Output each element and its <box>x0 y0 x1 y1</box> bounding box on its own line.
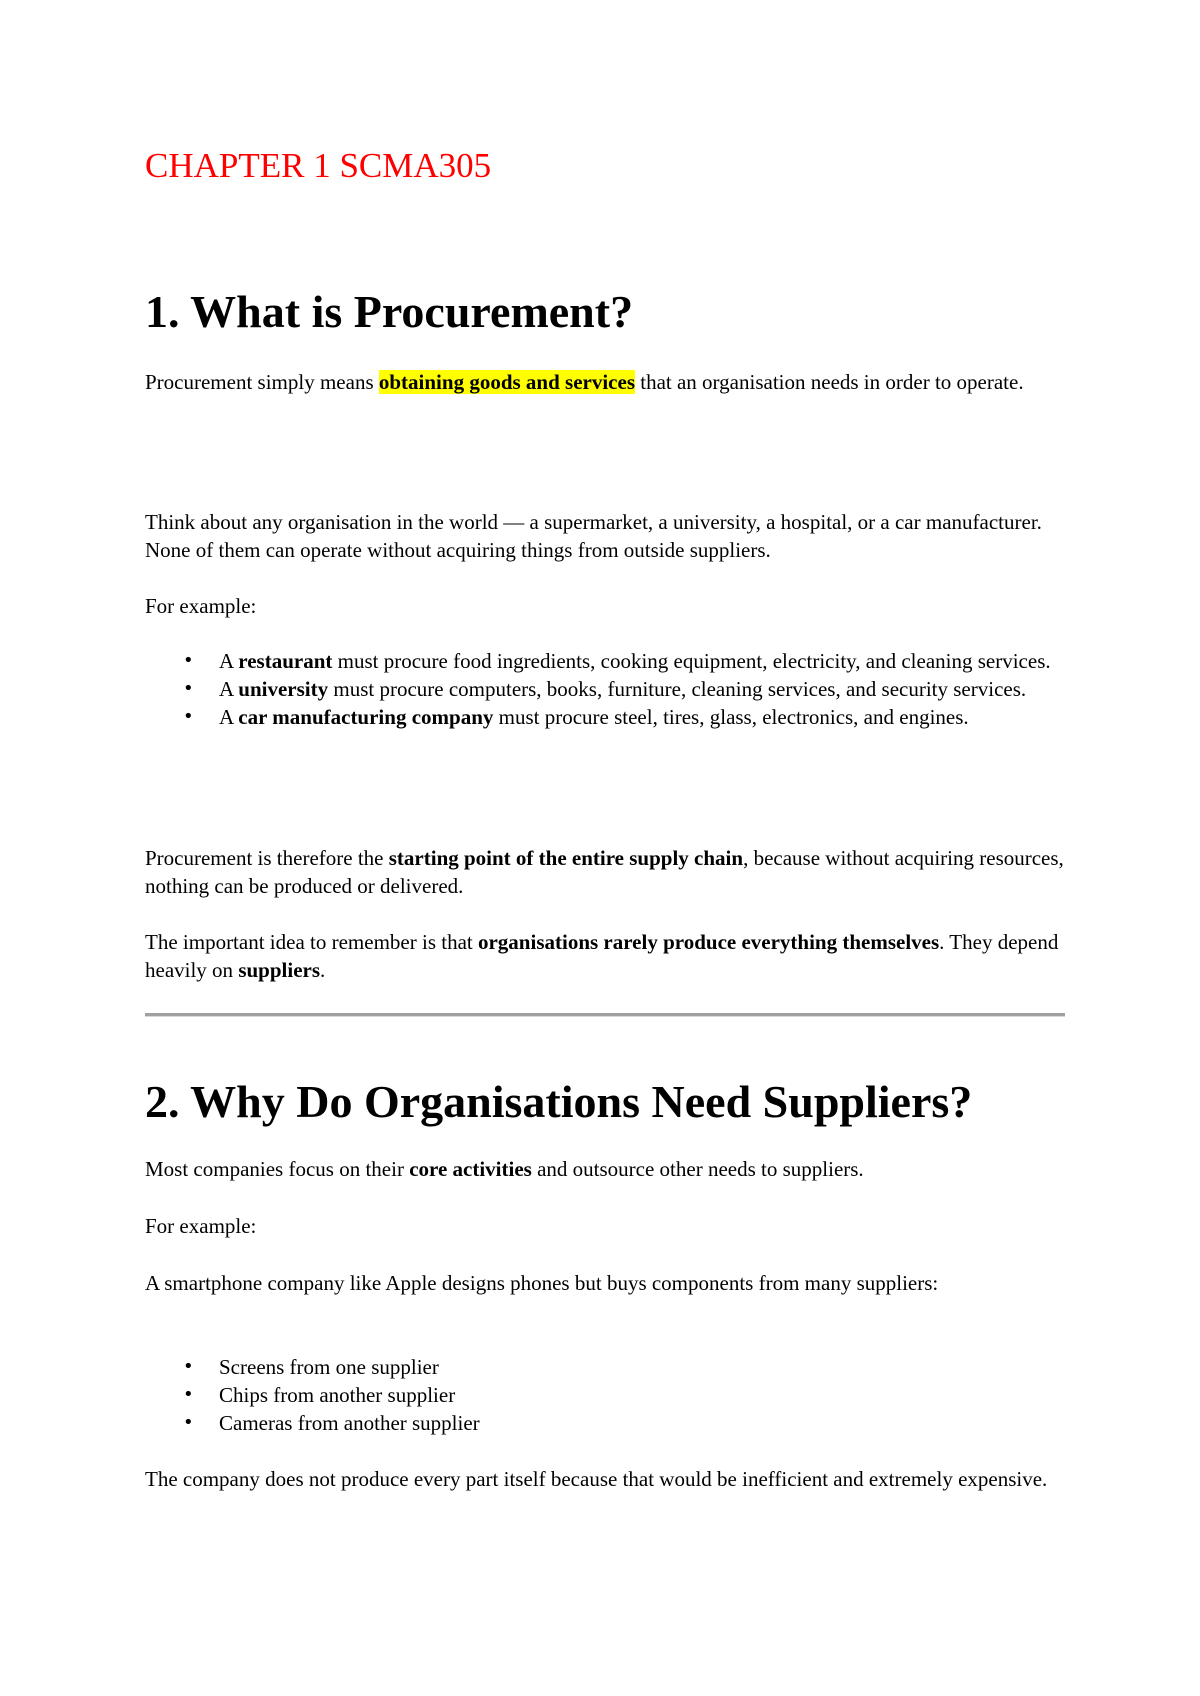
bullet-icon: • <box>183 706 194 727</box>
bold-term: restaurant <box>238 649 333 673</box>
text: A <box>219 677 239 701</box>
section-1-paragraph-5 <box>145 928 1067 984</box>
bullet-icon: • <box>183 678 194 699</box>
text: . <box>320 958 326 982</box>
text: Cameras from another supplier <box>219 1411 480 1435</box>
list-item <box>145 675 1067 703</box>
section-1-paragraph-3: For example: <box>145 594 257 618</box>
list-item <box>145 1381 1067 1409</box>
bold-term: car manufacturing company <box>238 705 494 729</box>
section-1-paragraph-4 <box>145 844 1067 900</box>
bullet-icon: • <box>183 650 194 671</box>
text: A <box>219 649 239 673</box>
text: The important idea to remember is that <box>145 930 478 954</box>
highlighted-term: obtaining goods and services <box>378 370 635 394</box>
text: Chips from another supplier <box>219 1383 456 1407</box>
section-1-heading: 1. What is Procurement? <box>145 286 634 337</box>
text: must procure steel, tires, glass, electronics, and engines. <box>493 705 969 729</box>
text: Screens from one supplier <box>219 1355 439 1379</box>
text: must procure computers, books, furniture, cleaning services, and security services. <box>328 677 1027 701</box>
bold-term: starting point of the entire supply chain <box>388 846 744 870</box>
section-2-paragraph-4: The company does not produce every part itself because that would be inefficient and extremely expensive. <box>145 1467 1048 1491</box>
section-1-paragraph-1 <box>145 368 1067 396</box>
text: Procurement simply means <box>145 370 379 394</box>
section-1-bullet-list <box>145 647 1067 731</box>
bold-term: university <box>238 677 329 701</box>
text: Most companies focus on their <box>145 1157 410 1181</box>
text: Procurement is therefore the <box>145 846 389 870</box>
bold-term: organisations rarely produce everything themselves <box>477 930 940 954</box>
text: A <box>219 705 239 729</box>
chapter-title: CHAPTER 1 SCMA305 <box>145 146 492 185</box>
list-item <box>145 647 1067 675</box>
bullet-icon: • <box>183 1356 194 1377</box>
section-2-bullet-list <box>145 1353 1067 1437</box>
bold-term: core activities <box>409 1157 532 1181</box>
bold-term: suppliers <box>238 958 321 982</box>
text: must procure food ingredients, cooking equipment, electricity, and cleaning services. <box>332 649 1051 673</box>
list-item <box>145 1409 1067 1437</box>
section-2-heading: 2. Why Do Organisations Need Suppliers? <box>145 1076 973 1127</box>
section-2-paragraph-1 <box>145 1155 1067 1183</box>
section-1-paragraph-2: Think about any organisation in the world — a supermarket, a university, a hospital, or a car manufacturer. None of them can operate without acquiring things from outside suppliers. <box>145 510 1042 562</box>
text: that an organisation needs in order to operate. <box>635 370 1024 394</box>
text: , because without acquiring resources, nothing can be produced or delivered. <box>145 846 1064 898</box>
list-item <box>145 1353 1067 1381</box>
list-item <box>145 703 1067 731</box>
text: and outsource other needs to suppliers. <box>531 1157 864 1181</box>
bullet-icon: • <box>183 1384 194 1405</box>
section-2-paragraph-3: A smartphone company like Apple designs phones but buys components from many suppliers: <box>145 1271 939 1295</box>
horizontal-divider <box>145 1013 1065 1017</box>
bullet-icon: • <box>183 1412 194 1433</box>
text: . They depend heavily on <box>145 930 1059 982</box>
section-2-paragraph-2: For example: <box>145 1214 257 1238</box>
